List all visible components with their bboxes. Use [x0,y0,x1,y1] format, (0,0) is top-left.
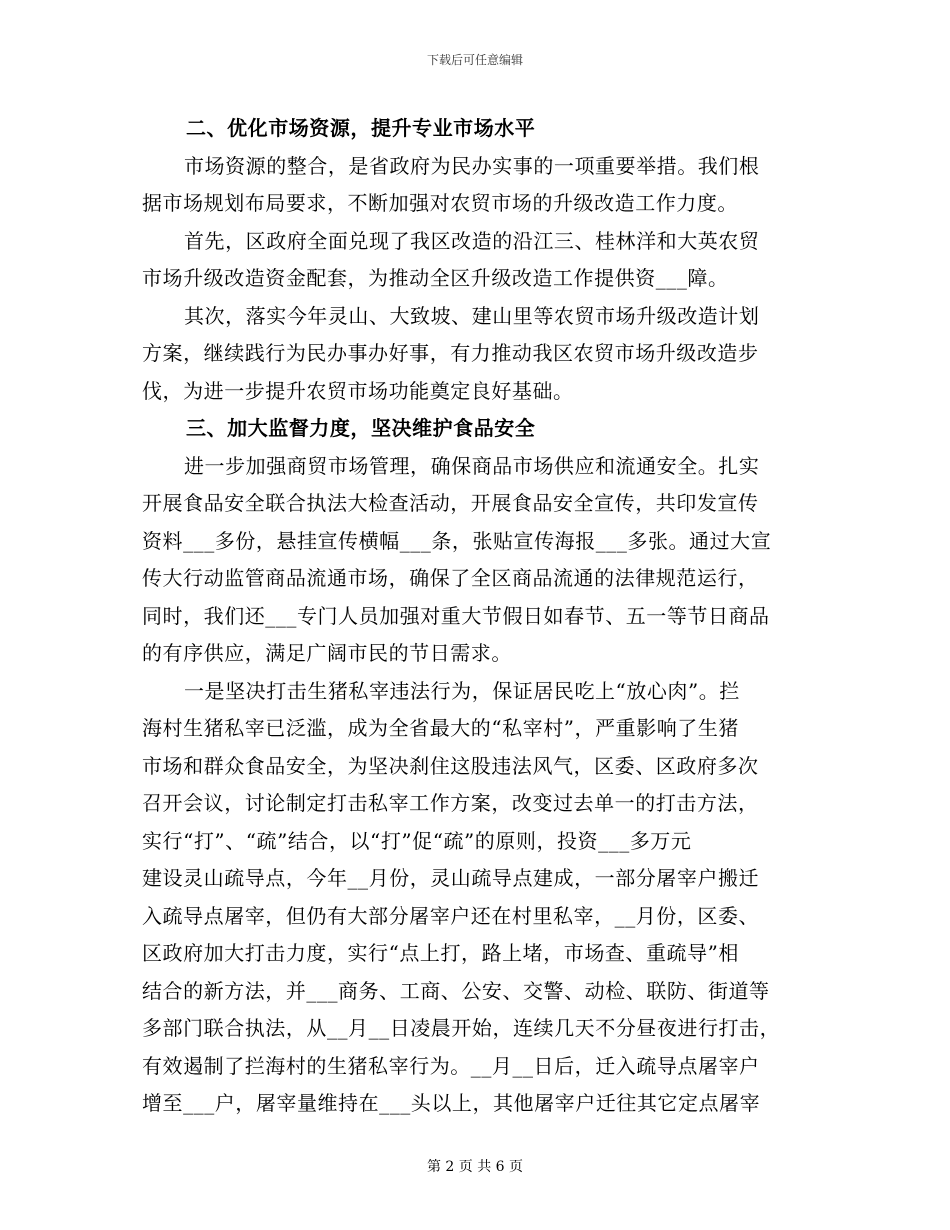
paragraph-line: 有效遏制了拦海村的生猪私宰行为。__月__日后，迁入疏导点屠宰户 [142,1053,760,1078]
paragraph-line: 方案，继续践行为民办事办好事，有力推动我区农贸市场升级改造步 [142,341,759,365]
paragraph-line: 进一步加强商贸市场管理，确保商品市场供应和流通安全。扎实 [184,453,760,478]
paragraph-line: 首先，区政府全面兑现了我区改造的沿江三、桂林洋和大英农贸 [184,228,760,253]
document-body [142,110,804,1123]
paragraph-line: 海村生猪私宰已泛滥，成为全省最大的“私宰村”，严重影响了生猪 [142,716,739,740]
paragraph-line: 市场资源的整合，是省政府为民办实事的一项重要举措。我们根 [184,153,760,178]
paragraph-line: 传大行动监管商品流通市场，确保了全区商品流通的法律规范运行， [142,566,759,590]
paragraph-line: 增至___户，屠宰量维持在___头以上，其他屠宰户迁往其它定点屠宰 [142,1091,761,1115]
paragraph-line: 多部门联合执法，从__月__日凌晨开始，连续几天不分昼夜进行打击， [142,1016,781,1040]
paragraph-line: 一是坚决打击生猪私宰违法行为，保证居民吃上“放心肉”。拦 [184,678,740,703]
paragraph-line: 据市场规划布局要求，不断加强对农贸市场的升级改造工作力度。 [142,191,738,215]
paragraph-line: 建设灵山疏导点，今年__月份，灵山疏导点建成，一部分屠宰户搬迁 [142,866,760,890]
paragraph-line: 实行“打”、“疏”结合，以“打”促“疏”的原则，投资___多万元 [142,828,692,853]
paragraph-line: 其次，落实今年灵山、大致坡、建山里等农贸市场升级改造计划 [184,303,760,328]
paragraph-line: 市场和群众食品安全，为坚决刹住这股违法风气，区委、区政府多次 [142,753,759,778]
section-heading-3: 三、加大监督力度，坚决维护食品安全 [186,416,536,440]
paragraph-line: 开展食品安全联合执法大检查活动，开展食品安全宣传，共印发宣传 [142,491,759,515]
paragraph-line: 入疏导点屠宰，但仍有大部分屠宰户还在村里私宰，__月份，区委、 [142,903,760,928]
page-header: 下载后可任意编辑 [426,53,523,67]
paragraph-line: 的有序供应，满足广阔市民的节日需求。 [142,641,512,665]
page-number: 第 2 页 共 6 页 [426,1159,524,1175]
paragraph-line: 召开会议，讨论制定打击私宰工作方案，改变过去单一的打击方法， [142,791,759,815]
paragraph-line: 结合的新方法，并___商务、工商、公安、交警、动检、联防、街道等 [142,978,770,1003]
paragraph-line: 区政府加大打击力度，实行“点上打，路上堵，市场查、重疏导”相 [142,941,739,965]
paragraph-line: 市场升级改造资金配套，为推动全区升级改造工作提供资___障。 [142,266,729,290]
paragraph-line: 伐，为进一步提升农贸市场功能奠定良好基础。 [142,378,574,403]
section-heading-2: 二、优化市场资源，提升专业市场水平 [186,116,536,140]
paragraph-line: 同时，我们还___专门人员加强对重大节假日如春节、五一等节日商品 [142,603,770,628]
paragraph-line: 资料___多份，悬挂宣传横幅___条，张贴宣传海报___多张。通过大宣 [142,528,772,553]
